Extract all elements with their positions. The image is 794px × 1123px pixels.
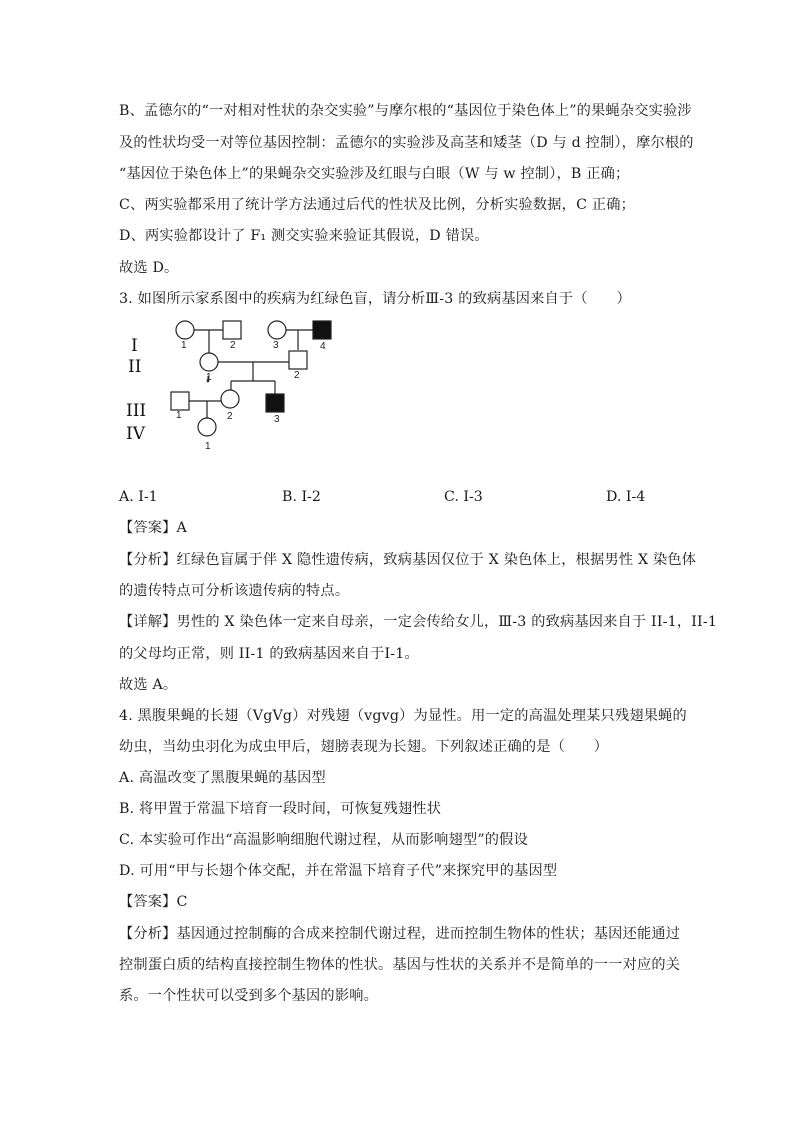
question-4-stem: 4. 黑腹果蝇的长翅（VgVg）对残翅（vgvg）为显性。用一定的高温处理某只残翅果蝇的 [119,708,687,724]
individual-III-3-affected [266,394,284,412]
individual-number: 3 [274,414,280,425]
analysis-text: 的遗传特点可分析该遗传病的特点。 [119,583,350,599]
individual-number: 2 [227,411,233,422]
question-3-stem: 3. 如图所示家系图中的疾病为红绿色盲，请分析Ⅲ-3 的致病基因来自于（ ） [119,291,631,307]
individual-III-2 [221,390,239,408]
text-line: C、两实验都采用了统计学方法通过后代的性状及比例，分析实验数据，C 正确； [119,197,635,213]
individual-number: 1 [205,441,211,452]
individual-III-1 [171,392,189,410]
text-line: 故选 D。 [119,260,179,276]
individual-number: 2 [294,370,300,381]
detail-text: 【详解】男性的 X 染色体一定来自母亲，一定会传给女儿，Ⅲ-3 的致病基因来自于 II-1，II-1 [119,614,718,630]
pedigree-chart [120,318,350,458]
generation-label: III [126,401,147,421]
individual-number: 4 [320,341,326,352]
option-a: A. Ⅰ-1 [119,489,158,505]
option-d: D. Ⅰ-4 [606,489,646,505]
text-line: 故选 A。 [119,677,178,693]
text-line: D、两实验都设计了 F₁ 测交实验来验证其假说，D 错误。 [119,228,489,244]
individual-number: 1 [181,340,187,351]
text-line: B、孟德尔的“一对相对性状的杂交实验”与摩尔根的“基因位于染色体上”的果蝇杂交实验涉 [119,103,692,119]
analysis-text: 【分析】红绿色盲属于伴 X 隐性遗传病，致病基因仅位于 X 染色体上，根据男性 X 染色体 [119,552,697,568]
detail-text: 的父母均正常，则 II-1 的致病基因来自于Ⅰ-1。 [119,646,419,662]
answer-label: 【答案】C [119,894,188,910]
individual-II-2 [289,351,307,369]
option-c: C. Ⅰ-3 [444,489,483,505]
individual-IV-1 [198,418,216,436]
question-4-stem: 幼虫，当幼虫羽化为成虫甲后，翅膀表现为长翅。下列叙述正确的是（ ） [119,739,609,755]
individual-number: 1 [176,410,182,421]
individual-I-2 [223,321,241,339]
text-line: 及的性状均受一对等位基因控制：孟德尔的实验涉及高茎和矮茎（D 与 d 控制），摩尔根的 [119,135,694,151]
option-b: B. Ⅰ-2 [282,489,321,505]
q4-option-a: A. 高温改变了黑腹果蝇的基因型 [119,770,326,786]
analysis-text: 控制蛋白质的结构直接控制生物体的性状。基因与性状的关系并不是简单的一一对应的关 [119,957,681,973]
individual-I-1 [176,321,194,339]
q4-option-b: B. 将甲置于常温下培育一段时间，可恢复残翅性状 [119,801,442,817]
q4-option-c: C. 本实验可作出“高温影响细胞代谢过程，从而影响翅型”的假设 [119,832,528,848]
individual-number: 3 [273,340,279,351]
analysis-text: 【分析】基因通过控制酶的合成来控制代谢过程，进而控制生物体的性状；基因还能通过 [119,926,681,942]
answer-label: 【答案】A [119,520,187,536]
individual-II-1 [200,353,218,371]
generation-label: I [131,336,138,356]
analysis-text: 系。一个性状可以受到多个基因的影响。 [119,988,378,1004]
individual-I-3 [268,321,286,339]
text-line: “基因位于染色体上”的果蝇杂交实验涉及红眼与白眼（W 与 w 控制），B 正确； [119,166,630,182]
individual-number: 2 [230,340,236,351]
generation-label: IV [126,424,145,444]
q4-option-d: D. 可用“甲与长翅个体交配，并在常温下培育子代”来探究甲的基因型 [119,863,558,879]
generation-label: II [128,357,142,377]
individual-I-4-affected [313,321,331,339]
individual-number: 1 [206,372,212,383]
